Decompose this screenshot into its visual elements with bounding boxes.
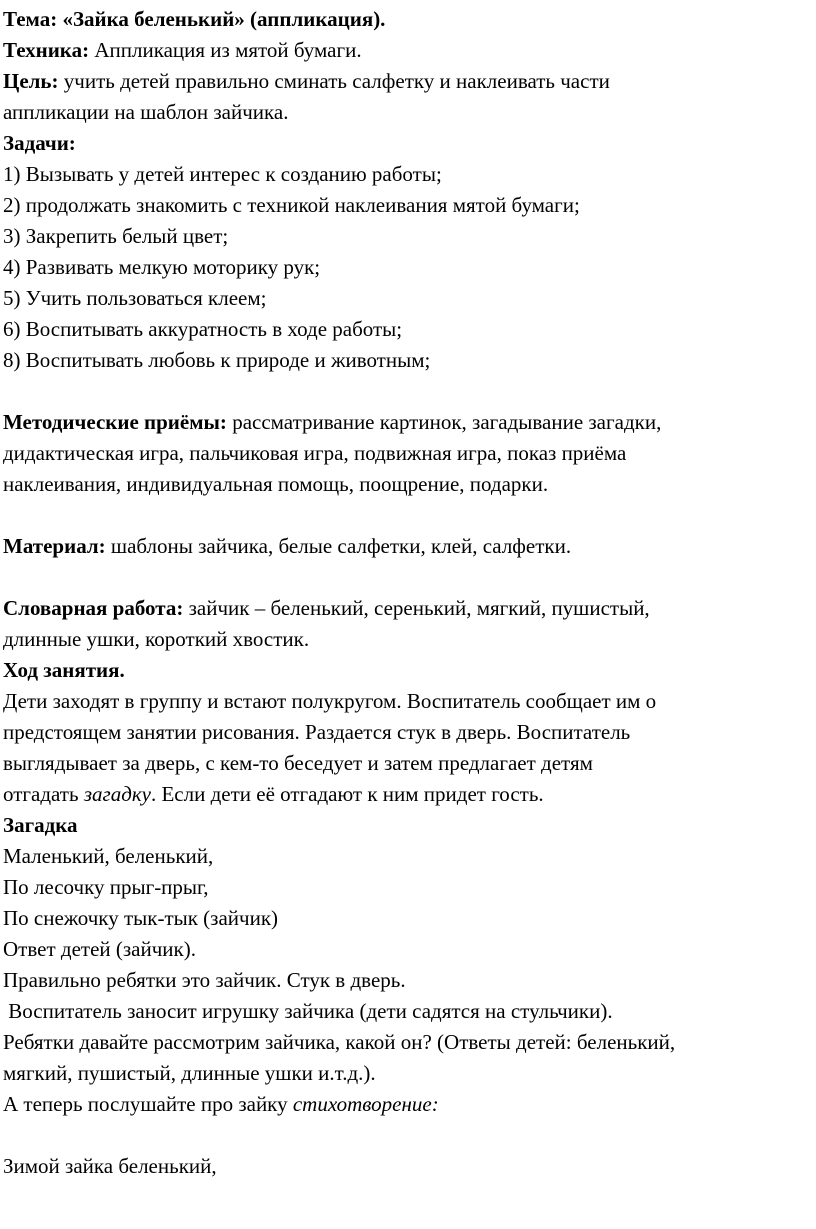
riddle-heading-line [3,810,812,841]
topic-text: «Зайка беленький» (аппликация). [62,7,386,31]
lesson-heading: Ход занятия. [3,658,125,682]
riddle-line: По снежочку тык-тык (зайчик) [3,906,279,930]
material-label: Материал: [3,534,106,558]
material-line [3,531,812,562]
methods-label: Методические приёмы: [3,410,227,434]
tasks-heading: Задачи: [3,131,76,155]
topic-line [3,4,812,35]
task-item: 3) Закрепить белый цвет; [3,224,229,248]
spacer [3,1120,812,1151]
lesson-line-2: предстоящем занятии рисования. Раздается стук в дверь. Воспитатель [3,720,631,744]
task-item: 4) Развивать мелкую моторику рук; [3,255,321,279]
lesson-heading-line [3,655,812,686]
lesson-line-1: Дети заходят в группу и встают полукругом. Воспитатель сообщает им о [3,689,657,713]
riddle-line: Правильно ребятки это зайчик. Стук в дверь. [3,968,406,992]
technique-text: Аппликация из мятой бумаги. [94,38,362,62]
vocabulary-line-1 [3,593,812,624]
technique-line [3,35,812,66]
task-item: 2) продолжать знакомить с техникой наклеивания мятой бумаги; [3,193,580,217]
lesson-line-3: выглядывает за дверь, с кем-то беседует и затем предлагает детям [3,751,593,775]
task-item: 5) Учить пользоваться клеем; [3,286,267,310]
riddle-line: По лесочку прыг-прыг, [3,875,209,899]
material-text: шаблоны зайчика, белые салфетки, клей, салфетки. [110,534,572,558]
poem-intro-line [3,1089,812,1120]
spacer [3,500,812,531]
task-item: 6) Воспитывать аккуратность в ходе работы; [3,317,403,341]
methods-line-2: дидактическая игра, пальчиковая игра, подвижная игра, показ приёма [3,441,627,465]
task-item: 8) Воспитывать любовь к природе и животным; [3,348,431,372]
methods-line-1 [3,407,812,438]
lesson-line-4 [3,779,812,810]
riddle-line: Маленький, беленький, [3,844,214,868]
technique-label: Техника: [3,38,90,62]
goal-label: Цель: [3,69,59,93]
goal-text-2: аппликации на шаблон зайчика. [3,100,289,124]
riddle-word: загадку [83,782,151,806]
lesson-line-4-end: . Если дети её отгадают к ним придет гость. [150,782,544,806]
poem-word: стихотворение: [292,1092,439,1116]
vocabulary-line-2: длинные ушки, короткий хвостик. [3,627,310,651]
riddle-line: мягкий, пушистый, длинные ушки и.т.д.). [3,1061,376,1085]
spacer [3,376,812,407]
spacer [3,562,812,593]
goal-line-1 [3,66,812,97]
task-item: 1) Вызывать у детей интерес к созданию работы; [3,162,442,186]
methods-line-3: наклеивания, индивидуальная помощь, поощрение, подарки. [3,472,549,496]
vocabulary-label: Словарная работа: [3,596,184,620]
riddle-line: Ответ детей (зайчик). [3,937,196,961]
riddle-line: Ребятки давайте рассмотрим зайчика, какой он? (Ответы детей: беленький, [3,1030,676,1054]
lesson-line-4-start: отгадать [3,782,79,806]
methods-text-1: рассматривание картинок, загадывание загадки, [232,410,662,434]
poem-intro-text: А теперь послушайте про зайку [3,1092,288,1116]
poem-line: Зимой зайка беленький, [3,1154,217,1178]
topic-label: Тема: [3,7,58,31]
goal-text-1: учить детей правильно сминать салфетку и наклеивать части [63,69,610,93]
riddle-line: Воспитатель заносит игрушку зайчика (дети садятся на стульчики). [3,999,613,1023]
vocabulary-text-1: зайчик – беленький, серенький, мягкий, пушистый, [188,596,650,620]
goal-line-2 [3,97,812,128]
tasks-heading-line [3,128,812,159]
riddle-heading: Загадка [3,813,78,837]
